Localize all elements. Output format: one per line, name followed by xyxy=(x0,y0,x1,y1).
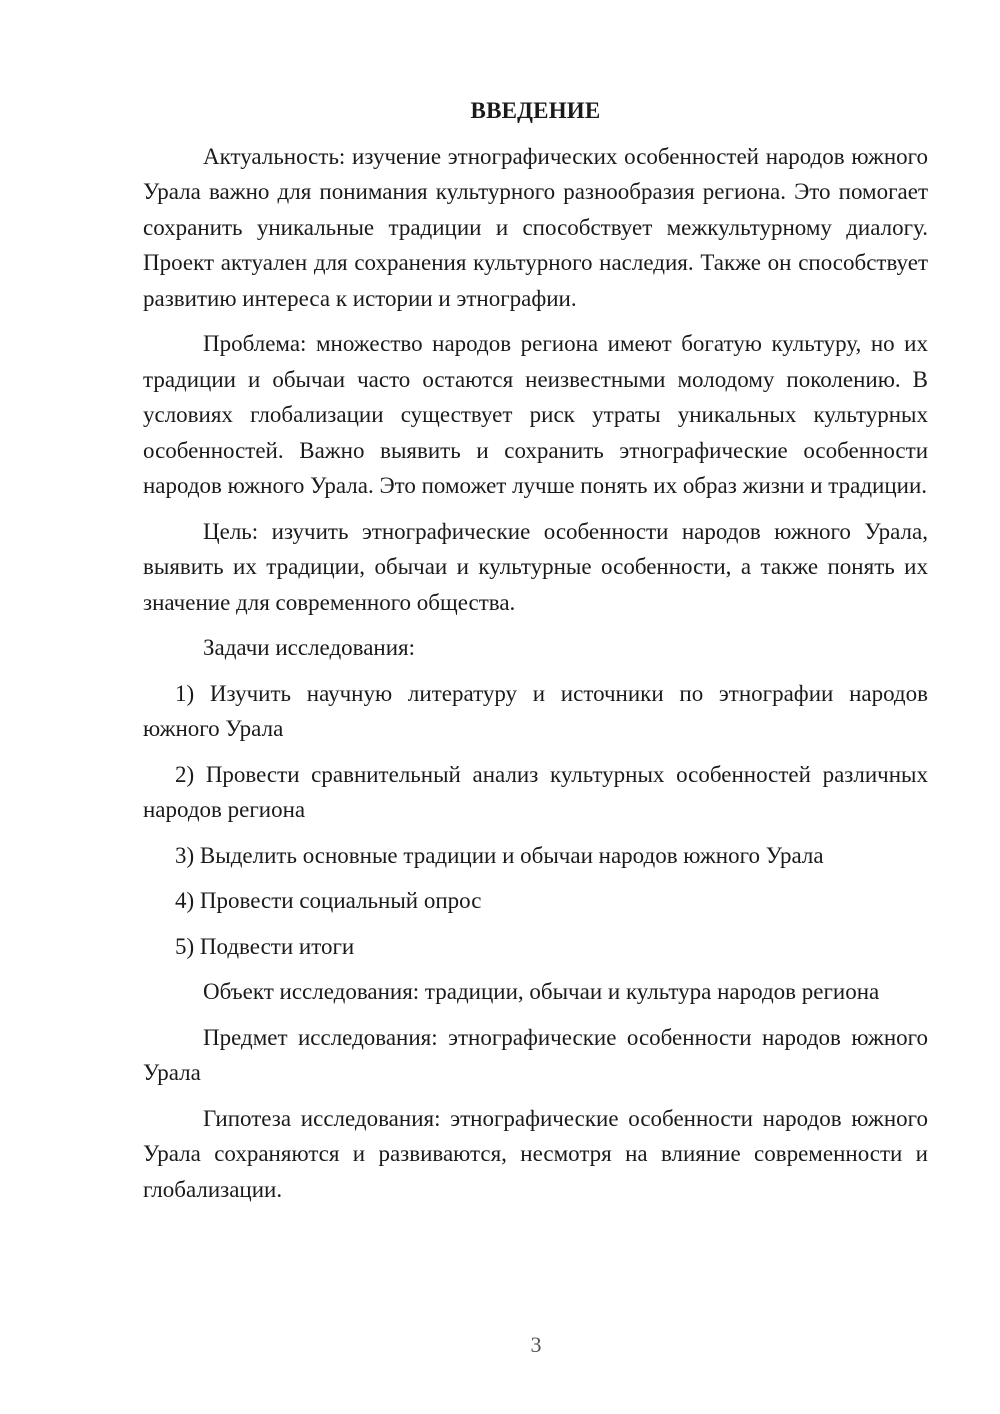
task-item-2: 2) Провести сравнительный анализ культурных особенностей различных народов региона xyxy=(143,761,928,822)
problem-paragraph: Проблема: множество народов региона имеют богатую культуру, но их традиции и обычаи часто остаются неизвестными молодому поколению. В условиях глобализации существует риск утраты уникальных культурных особенностей. Важно выявить и сохранить этнографические особенности народов южного Урала. Это поможет лучше понять их образ жизни и традиции. xyxy=(143,331,928,498)
tasks-heading: Задачи исследования: xyxy=(203,635,416,660)
relevance-paragraph: Актуальность: изучение этнографических особенностей народов южного Урала важно для понимания культурного разнообразия региона. Это помогает сохранить уникальные традиции и способствует межкультурному диалогу. Проект актуален для сохранения культурного наследия. Также он способствует развитию интереса к истории и этнографии. xyxy=(143,143,928,311)
subject-paragraph: Предмет исследования: этнографические особенности народов южного Урала xyxy=(143,1024,928,1085)
task-item-3: 3) Выделить основные традиции и обычаи народов южного Урала xyxy=(175,842,824,868)
hypothesis-paragraph: Гипотеза исследования: этнографические особенности народов южного Урала сохраняются и развиваются, несмотря на влияние современности и глобализации. xyxy=(143,1105,928,1202)
goal-paragraph: Цель: изучить этнографические особенности народов южного Урала, выявить их традиции, обычаи и культурные особенности, а также понять их значение для современного общества. xyxy=(143,518,928,615)
page-title: ВВЕДЕНИЕ xyxy=(470,98,601,123)
task-item-4: 4) Провести социальный опрос xyxy=(175,888,482,913)
task-item-5: 5) Подвести итоги xyxy=(175,933,355,959)
page-number: 3 xyxy=(530,1332,542,1357)
document-page xyxy=(143,93,928,1217)
task-item-1: 1) Изучить научную литературу и источники по этнографии народов южного Урала xyxy=(143,680,928,741)
object-paragraph: Объект исследования: традиции, обычаи и культура народов региона xyxy=(203,979,880,1004)
